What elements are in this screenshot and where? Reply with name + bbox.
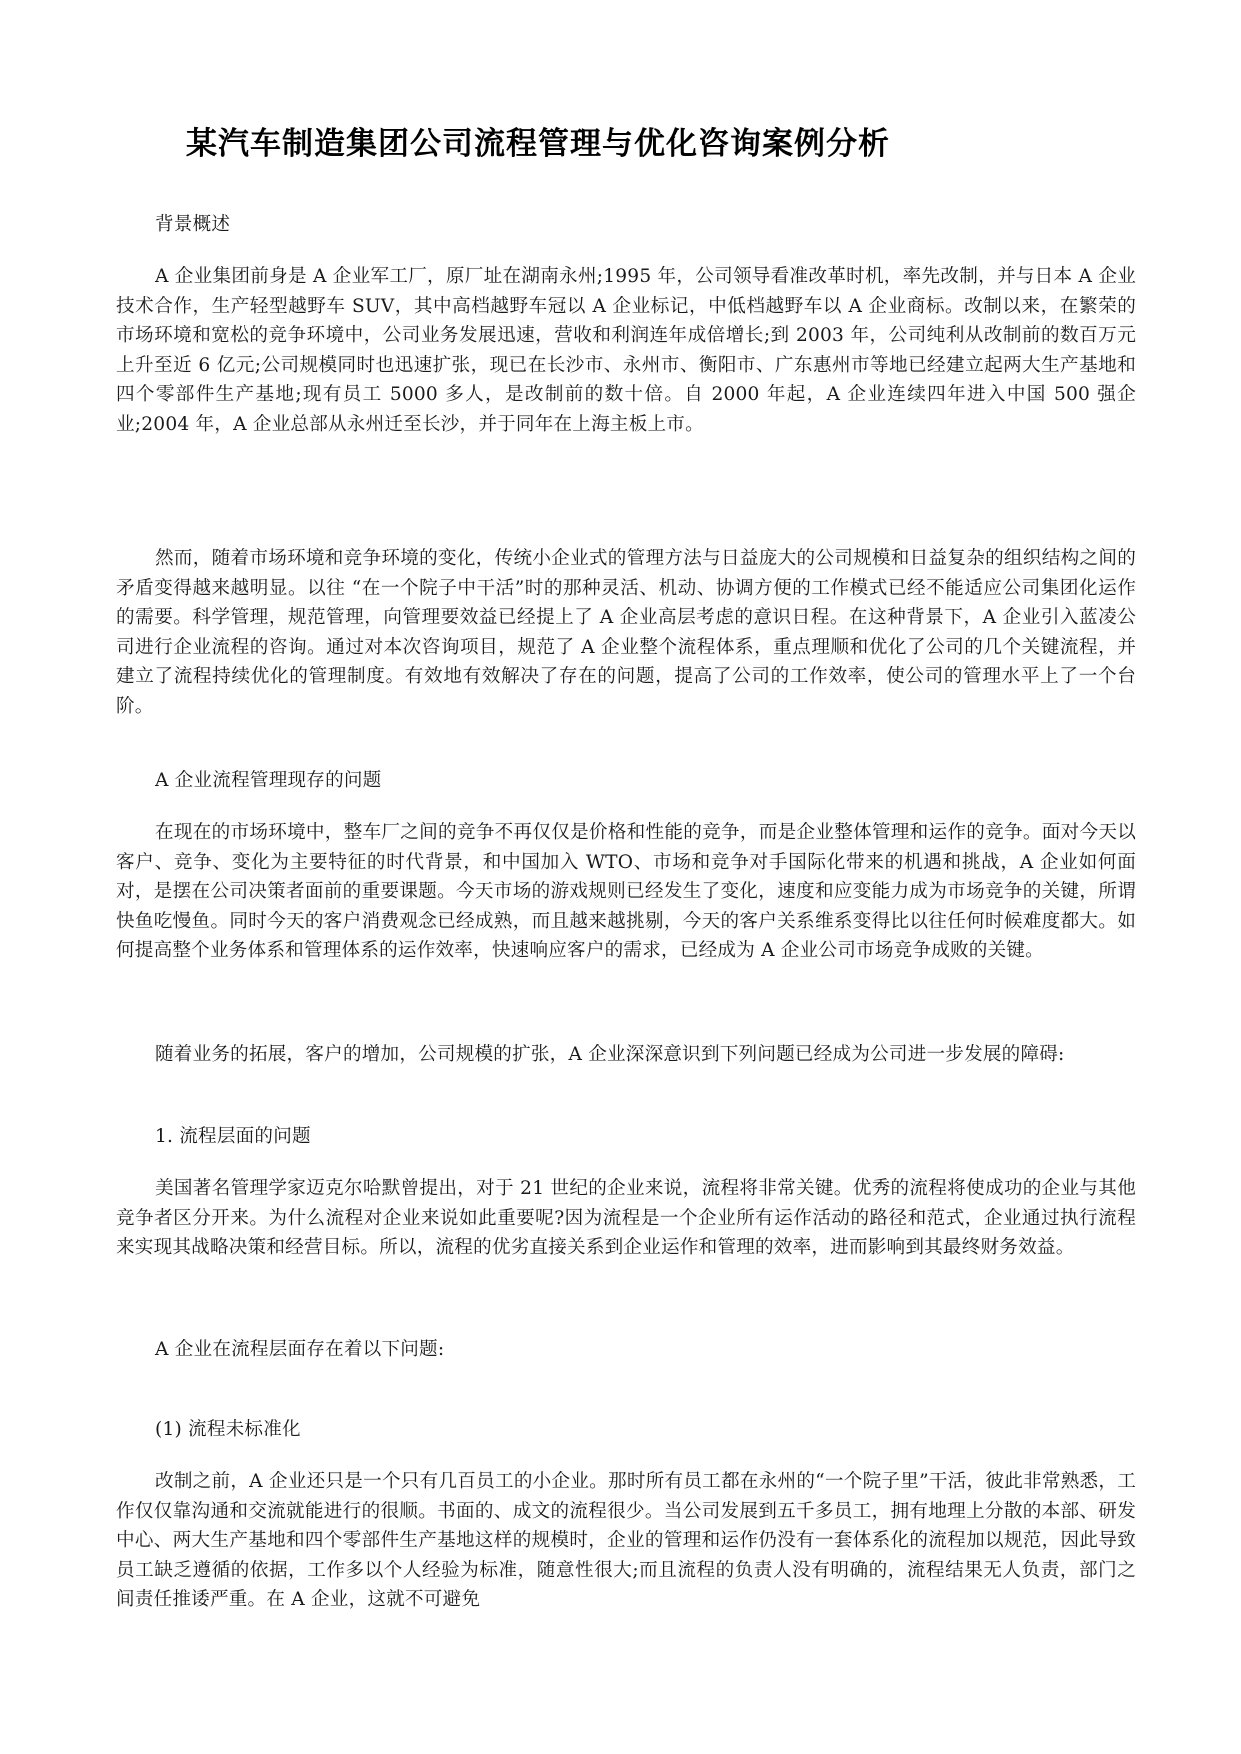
- section-heading-process-level: 1. 流程层面的问题: [155, 1126, 311, 1147]
- paragraph-company-history: A 企业集团前身是 A 企业军工厂，原厂址在湖南永州;1995 年，公司领导看准改革时机，率先改制，并与日本 A 企业技术合作，生产轻型越野车 SUV，其中高档越野车冠以 A 企业标记，中低档越野车以 A 企业商标。改制以来，在繁荣的市场环境和宽松的竞争环境中，公司业务发展迅速，营收和利润连年成倍增长;到 2003 年，公司纯利从改制前的数百万元上升至近 6 亿元;公司规模同时也迅速扩张，现已在长沙市、永州市、衡阳市、广东惠州市等地已经建立起两大生产基地和四个零部件生产基地;现有员工 5000 多人，是改制前的数十倍。自 2000 年起，A 企业连续四年进入中国 500 强企业;2004 年，A 企业总部从永州迁至长沙，并于同年在上海主板上市。: [116, 266, 1136, 435]
- paragraph-development-obstacles: 随着业务的拓展，客户的增加，公司规模的扩张，A 企业深深意识到下列问题已经成为公司进一步发展的障碍:: [155, 1044, 1065, 1065]
- section-heading-not-standardized: (1) 流程未标准化: [155, 1419, 301, 1440]
- paragraph-before-restructuring: 改制之前，A 企业还只是一个只有几百员工的小企业。那时所有员工都在永州的“一个院子里”干活，彼此非常熟悉，工作仅仅靠沟通和交流就能进行的很顺。书面的、成文的流程很少。当公司发展到五千多员工，拥有地理上分散的本部、研发中心、两大生产基地和四个零部件生产基地这样的规模时，企业的管理和运作仍没有一套体系化的流程加以规范，因此导致员工缺乏遵循的依据，工作多以个人经验为标准，随意性很大;而且流程的负责人没有明确的，流程结果无人负责，部门之间责任推诿严重。在 A 企业，这就不可避免: [116, 1471, 1136, 1610]
- document-title: 某汽车制造集团公司流程管理与优化咨询案例分析: [186, 126, 890, 162]
- paragraph-management-challenge: 然而，随着市场环境和竞争环境的变化，传统小企业式的管理方法与日益庞大的公司规模和日益复杂的组织结构之间的矛盾变得越来越明显。以往 “在一个院子中干活”时的那种灵活、机动、协调方便的工作模式已经不能适应公司集团化运作的需要。科学管理，规范管理，向管理要效益已经提上了 A 企业高层考虑的意识日程。在这种背景下，A 企业引入蓝凌公司进行企业流程的咨询。通过对本次咨询项目，规范了 A 企业整个流程体系，重点理顺和优化了公司的几个关键流程，并建立了流程持续优化的管理制度。有效地有效解决了存在的问题，提高了公司的工作效率，使公司的管理水平上了一个台阶。: [116, 548, 1136, 717]
- section-heading-process-issues: A 企业在流程层面存在着以下问题:: [155, 1339, 445, 1360]
- section-heading-current-problems: A 企业流程管理现存的问题: [155, 770, 382, 791]
- section-heading-background: 背景概述: [155, 214, 231, 235]
- paragraph-hammer-quote: 美国著名管理学家迈克尔哈默曾提出，对于 21 世纪的企业来说，流程将非常关键。优秀的流程将使成功的企业与其他竞争者区分开来。为什么流程对企业来说如此重要呢?因为流程是一个企业所有运作活动的路径和范式，企业通过执行流程来实现其战略决策和经营目标。所以，流程的优劣直接关系到企业运作和管理的效率，进而影响到其最终财务效益。: [116, 1178, 1136, 1258]
- paragraph-market-competition: 在现在的市场环境中，整车厂之间的竞争不再仅仅是价格和性能的竞争，而是企业整体管理和运作的竞争。面对今天以客户、竞争、变化为主要特征的时代背景，和中国加入 WTO、市场和竞争对手国际化带来的机遇和挑战，A 企业如何面对，是摆在公司决策者面前的重要课题。今天市场的游戏规则已经发生了变化，速度和应变能力成为市场竞争的关键，所谓快鱼吃慢鱼。同时今天的客户消费观念已经成熟，而且越来越挑剔，今天的客户关系维系变得比以往任何时候难度都大。如何提高整个业务体系和管理体系的运作效率，快速响应客户的需求，已经成为 A 企业公司市场竞争成败的关键。: [116, 822, 1136, 961]
